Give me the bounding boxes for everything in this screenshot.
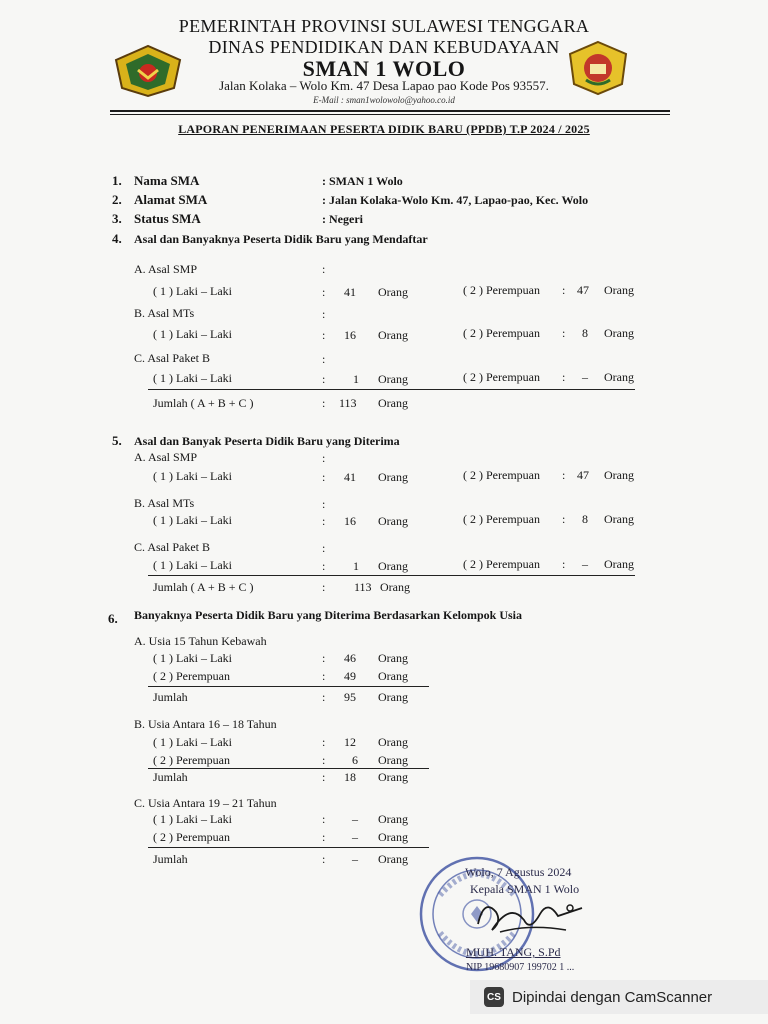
female-count: – (582, 370, 588, 384)
unit-label: Orang (604, 370, 634, 384)
subtotal-divider (148, 686, 429, 687)
signature-role: Kepala SMAN 1 Wolo (470, 882, 580, 896)
unit-label: Orang (380, 580, 410, 594)
signature-place-date: Wolo, 7 Agustus 2024 (465, 865, 572, 879)
handwritten-signature (470, 894, 590, 945)
male-count: 41 (344, 285, 356, 299)
subtotal-label: Jumlah (153, 770, 188, 784)
origin-label: A. Asal SMP (134, 262, 198, 276)
female-count: – (352, 830, 358, 844)
info-value: : SMAN 1 Wolo (322, 174, 403, 188)
male-count: 16 (344, 328, 356, 342)
total-divider (148, 389, 635, 390)
female-count: 8 (582, 326, 588, 340)
unit-label: Orang (378, 690, 408, 704)
subtotal-count: 95 (344, 690, 356, 704)
camscanner-text: Dipindai dengan CamScanner (512, 988, 713, 1006)
unit-label: Orang (378, 285, 408, 299)
male-label: ( 1 ) Laki – Laki (153, 327, 232, 341)
female-label: ( 2 ) Perempuan (463, 370, 540, 384)
male-label: ( 1 ) Laki – Laki (153, 513, 232, 527)
female-label: ( 2 ) Perempuan (463, 326, 540, 340)
colon: : (322, 559, 326, 573)
colon: : (322, 830, 326, 844)
female-label: ( 2 ) Perempuan (463, 468, 540, 482)
female-label: ( 2 ) Perempuan (463, 283, 540, 297)
info-number: 2. (112, 192, 122, 207)
unit-label: Orang (604, 557, 634, 571)
colon: : (322, 451, 326, 465)
colon: : (322, 497, 326, 511)
origin-label: B. Asal MTs (134, 496, 195, 510)
subtotal-divider (148, 847, 429, 848)
unit-label: Orang (378, 852, 408, 866)
female-label: ( 2 ) Perempuan (153, 830, 230, 844)
unit-label: Orang (604, 283, 634, 297)
unit-label: Orang (604, 468, 634, 482)
female-count: 47 (577, 283, 589, 297)
male-count: 1 (353, 559, 359, 573)
subtotal-label: Jumlah (153, 690, 188, 704)
header-email: E-Mail : sman1wolowolo@yahoo.co.id (313, 95, 455, 105)
unit-label: Orang (378, 372, 408, 386)
colon: : (322, 580, 326, 594)
male-label: ( 1 ) Laki – Laki (153, 284, 232, 298)
origin-label: B. Asal MTs (134, 306, 195, 320)
unit-label: Orang (378, 559, 408, 573)
camscanner-icon: CS (484, 987, 504, 1007)
header-school-name: SMAN 1 WOLO (302, 56, 466, 81)
colon: : (322, 541, 326, 555)
male-count: 12 (344, 735, 356, 749)
colon: : (322, 328, 326, 342)
unit-label: Orang (378, 396, 408, 410)
colon: : (562, 283, 566, 297)
male-count: 46 (344, 651, 356, 665)
unit-label: Orang (604, 512, 634, 526)
header-rule-thin (110, 114, 670, 115)
total-count: 113 (354, 580, 372, 594)
male-count: 1 (353, 372, 359, 386)
section-heading: Asal dan Banyaknya Peserta Didik Baru yang Mendaftar (134, 232, 428, 246)
female-count: 6 (352, 753, 358, 767)
header-department: DINAS PENDIDIKAN DAN KEBUDAYAAN (208, 37, 560, 57)
age-group-label: C. Usia Antara 19 – 21 Tahun (134, 796, 277, 810)
female-label: ( 2 ) Perempuan (463, 557, 540, 571)
unit-label: Orang (378, 651, 408, 665)
colon: : (322, 470, 326, 484)
female-count: 49 (344, 669, 356, 683)
age-group-label: A. Usia 15 Tahun Kebawah (134, 634, 267, 648)
female-count: 47 (577, 468, 589, 482)
colon: : (562, 326, 566, 340)
male-count: 41 (344, 470, 356, 484)
section-heading: Banyaknya Peserta Didik Baru yang Diterima Berdasarkan Kelompok Usia (134, 608, 523, 622)
colon: : (322, 262, 326, 276)
subtotal-count: – (352, 852, 358, 866)
total-label: Jumlah ( A + B + C ) (153, 396, 254, 410)
report-title: LAPORAN PENERIMAAN PESERTA DIDIK BARU (PPDB) T.P 2024 / 2025 (178, 122, 590, 136)
info-label: Nama SMA (134, 173, 200, 188)
colon: : (322, 770, 326, 784)
male-label: ( 1 ) Laki – Laki (153, 812, 232, 826)
subtotal-label: Jumlah (153, 852, 188, 866)
colon: : (322, 352, 326, 366)
colon: : (322, 669, 326, 683)
signatory-nip: NIP 19680907 199702 1 ... (466, 962, 575, 973)
total-count: 113 (339, 396, 357, 410)
male-label: ( 1 ) Laki – Laki (153, 735, 232, 749)
male-count: 16 (344, 514, 356, 528)
colon: : (562, 370, 566, 384)
unit-label: Orang (378, 770, 408, 784)
unit-label: Orang (378, 669, 408, 683)
colon: : (322, 812, 326, 826)
male-label: ( 1 ) Laki – Laki (153, 651, 232, 665)
male-label: ( 1 ) Laki – Laki (153, 371, 232, 385)
origin-label: C. Asal Paket B (134, 540, 211, 554)
section-number: 5. (112, 433, 122, 448)
info-label: Alamat SMA (134, 192, 208, 207)
male-count: – (352, 812, 358, 826)
colon: : (322, 285, 326, 299)
female-count: – (582, 557, 588, 571)
section-heading: Asal dan Banyak Peserta Didik Baru yang Diterima (134, 434, 400, 448)
colon: : (322, 307, 326, 321)
unit-label: Orang (378, 514, 408, 528)
unit-label: Orang (378, 812, 408, 826)
info-number: 3. (112, 211, 122, 226)
colon: : (322, 753, 326, 767)
colon: : (322, 735, 326, 749)
camscanner-watermark (470, 980, 768, 1014)
total-divider (148, 575, 635, 576)
unit-label: Orang (378, 470, 408, 484)
unit-label: Orang (378, 328, 408, 342)
info-value: : Jalan Kolaka-Wolo Km. 47, Lapao-pao, Kec. Wolo (322, 193, 589, 207)
female-count: 8 (582, 512, 588, 526)
unit-label: Orang (378, 830, 408, 844)
section-number: 6. (108, 611, 118, 626)
subtotal-count: 18 (344, 770, 356, 784)
unit-label: Orang (378, 735, 408, 749)
total-label: Jumlah ( A + B + C ) (153, 580, 254, 594)
age-group-label: B. Usia Antara 16 – 18 Tahun (134, 717, 277, 731)
colon: : (562, 512, 566, 526)
colon: : (322, 852, 326, 866)
header-government: PEMERINTAH PROVINSI SULAWESI TENGGARA (178, 16, 590, 36)
origin-label: A. Asal SMP (134, 450, 198, 464)
info-value: : Negeri (322, 212, 363, 226)
colon: : (322, 396, 326, 410)
male-label: ( 1 ) Laki – Laki (153, 469, 232, 483)
unit-label: Orang (604, 326, 634, 340)
colon: : (322, 651, 326, 665)
colon: : (562, 557, 566, 571)
subtotal-divider (148, 768, 429, 769)
colon: : (322, 514, 326, 528)
colon: : (322, 690, 326, 704)
unit-label: Orang (378, 753, 408, 767)
signatory-name: MUH. TANG, S.Pd (466, 945, 561, 959)
male-label: ( 1 ) Laki – Laki (153, 558, 232, 572)
header-address: Jalan Kolaka – Wolo Km. 47 Desa Lapao pao Kode Pos 93557. (219, 78, 549, 93)
female-label: ( 2 ) Perempuan (153, 669, 230, 683)
info-label: Status SMA (134, 211, 201, 226)
female-label: ( 2 ) Perempuan (153, 753, 230, 767)
origin-label: C. Asal Paket B (134, 351, 211, 365)
section-number: 4. (112, 231, 122, 246)
info-number: 1. (112, 173, 122, 188)
female-label: ( 2 ) Perempuan (463, 512, 540, 526)
colon: : (562, 468, 566, 482)
colon: : (322, 372, 326, 386)
header-rule-thick (110, 110, 670, 112)
